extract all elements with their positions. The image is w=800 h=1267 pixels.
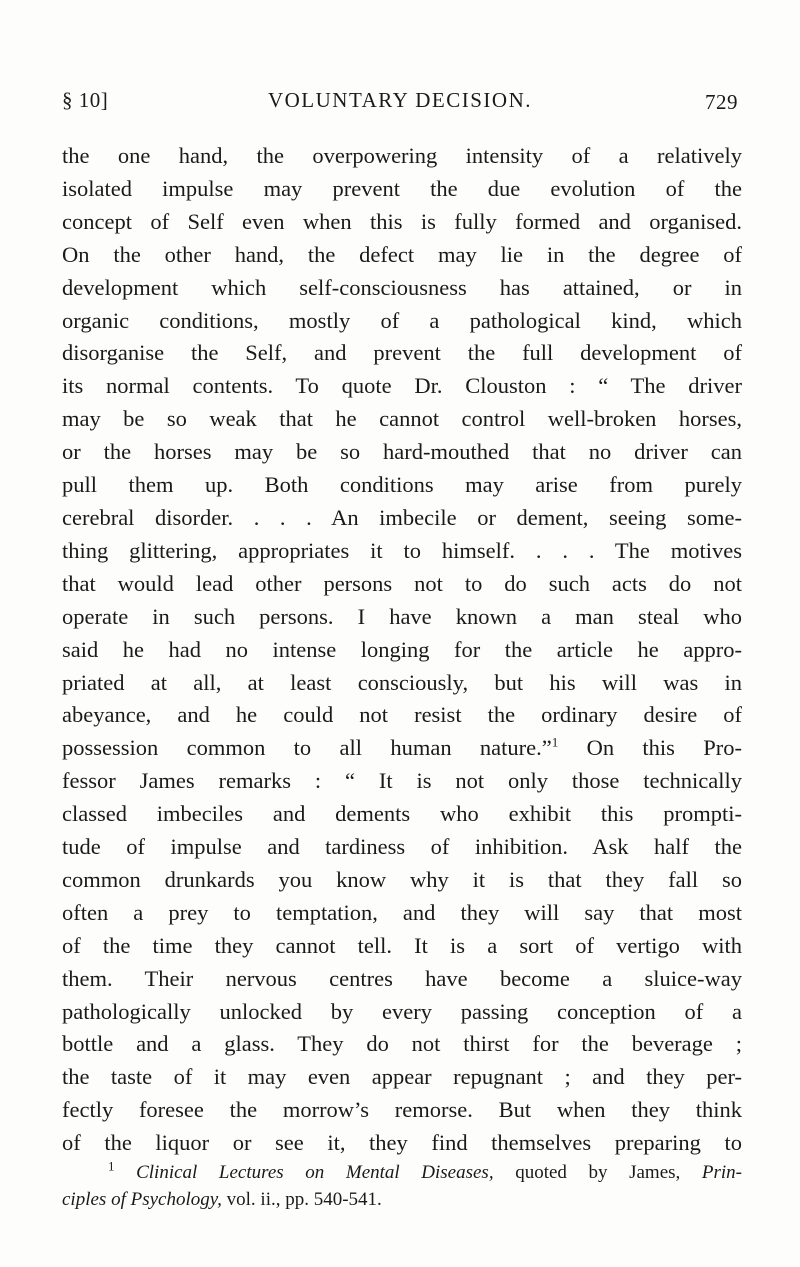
footnote-title: Prin- (701, 1162, 743, 1183)
text-line: of the time they cannot tell. It is a sort of vertigo with (62, 932, 742, 958)
text-line: operate in such persons. I have known a man steal who (62, 603, 742, 629)
text-segment: On this Pro- (586, 735, 743, 761)
footnote-title: Clinical Lectures on Mental Diseases, (136, 1162, 494, 1183)
text-line: development which self-consciousness has attained, or in (62, 274, 742, 300)
footnote (62, 1159, 742, 1213)
text-line: classed imbeciles and dements who exhibit this prompti- (62, 801, 742, 827)
text-line-with-footnote (62, 732, 742, 765)
text-line: the taste of it may even appear repugnant ; and they per- (62, 1064, 742, 1090)
text-line: said he had no intense longing for the article he appro- (62, 636, 742, 662)
text-line: On the other hand, the defect may lie in the degree of (62, 241, 742, 267)
text-line: cerebral disorder. . . . An imbecile or dement, seeing some- (62, 504, 742, 530)
section-reference: § 10] (62, 88, 109, 112)
running-head (62, 88, 738, 118)
text-line: fectly foresee the morrow’s remorse. But when they think (62, 1097, 742, 1123)
text-line: common drunkards you know why it is that they fall so (62, 866, 742, 892)
page-title: VOLUNTARY DECISION. (267, 88, 533, 112)
page-number: 729 (705, 90, 738, 114)
text-line: or the horses may be so hard-mouthed that no driver can (62, 439, 742, 465)
text-line: priated at all, at least consciously, but his will was in (62, 669, 742, 695)
text-line: them. Their nervous centres have become a sluice-way (62, 965, 742, 991)
text-segment: possession common to all human nature.” (62, 735, 552, 761)
text-line: fessor James remarks : “ It is not only those technically (62, 768, 742, 794)
text-line: of the liquor or see it, they find themselves preparing to (62, 1130, 742, 1156)
text-line: thing glittering, appropriates it to himself. . . . The motives (62, 537, 742, 563)
text-line: isolated impulse may prevent the due evolution of the (62, 175, 742, 201)
footnote-marker: 1 (108, 1158, 115, 1174)
text-line: may be so weak that he cannot control well-broken horses, (62, 406, 742, 432)
text-line: disorganise the Self, and prevent the full development of (62, 340, 742, 366)
body-text (62, 140, 742, 1160)
footnote-title: ciples of Psychology, (62, 1189, 222, 1210)
text-line: organic conditions, mostly of a pathological kind, which (62, 307, 742, 333)
text-line: concept of Self even when this is fully formed and organised. (62, 208, 742, 234)
footnote-line (62, 1159, 742, 1186)
footnote-reference-text: vol. ii., pp. 540-541. (226, 1189, 382, 1210)
text-line: often a prey to temptation, and they will say that most (62, 899, 742, 925)
text-line: bottle and a glass. They do not thirst for the beverage ; (62, 1031, 742, 1057)
text-line: that would lead other persons not to do such acts do not (62, 570, 742, 596)
footnote-text: quoted by James, (515, 1162, 681, 1183)
text-line: pull them up. Both conditions may arise from purely (62, 472, 742, 498)
footnote-line (62, 1186, 742, 1213)
text-line: its normal contents. To quote Dr. Clouston : “ The driver (62, 373, 742, 399)
text-line: tude of impulse and tardiness of inhibition. Ask half the (62, 834, 742, 860)
text-line: the one hand, the overpowering intensity of a relatively (62, 143, 742, 168)
text-line: pathologically unlocked by every passing conception of a (62, 998, 742, 1024)
text-line: abeyance, and he could not resist the ordinary desire of (62, 702, 742, 728)
footnote-reference[interactable]: 1 (551, 734, 559, 750)
